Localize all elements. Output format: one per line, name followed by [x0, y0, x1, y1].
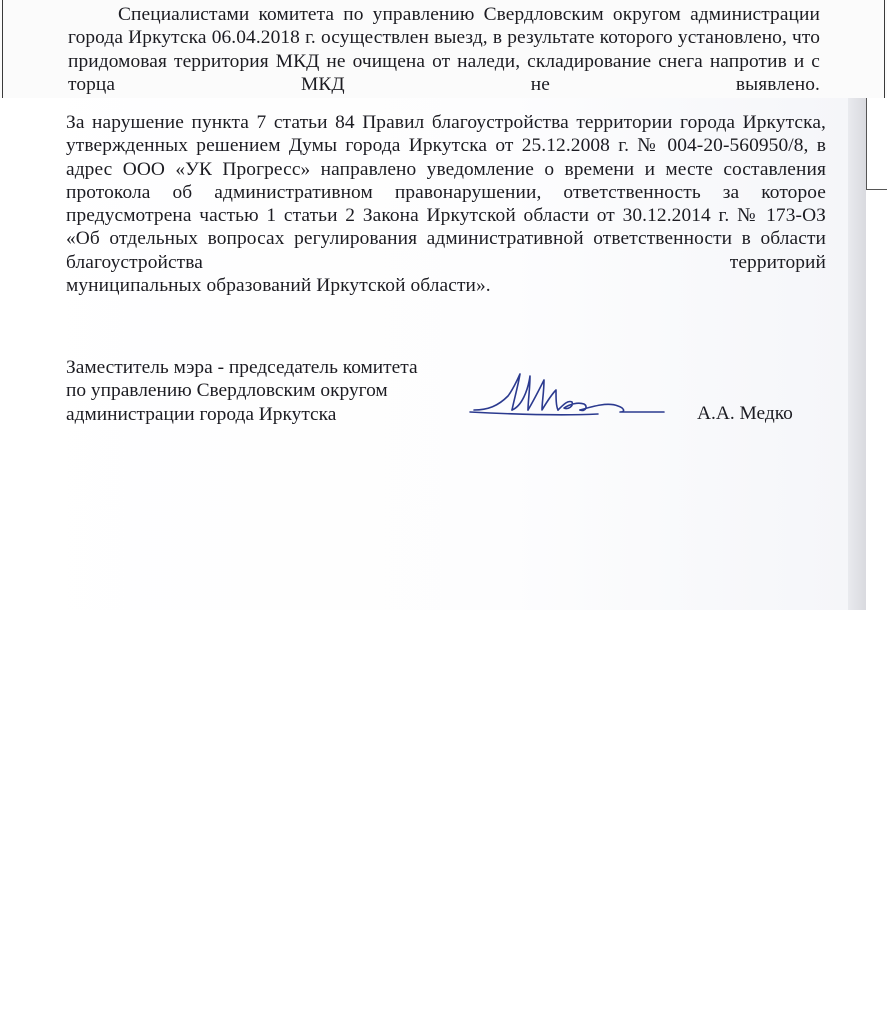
previous-page-fragment — [0, 0, 887, 98]
signature-stroke — [512, 376, 530, 410]
intro-paragraph: Специалистами комитета по управлению Свердловским округом администрации города Иркутска 06.04.2018 г. осуществлен выезд, в результате которого установлено, что придомовая территория МКД не очищена от наледи, складирование снега напротив и с торца МКД не выявлено. — [68, 4, 820, 95]
scan-shadow-strip — [848, 98, 866, 610]
signer-position-line: Заместитель мэра - председатель комитета — [66, 357, 418, 378]
main-paragraph — [66, 111, 826, 297]
scan-corner-mark — [866, 98, 887, 190]
signer-position-line: по управлению Свердловским округом — [66, 380, 388, 402]
signer-position-line: администрации города Иркутска — [66, 403, 337, 425]
signature-stroke — [580, 404, 664, 412]
signature-stroke — [470, 412, 598, 415]
handwritten-signature — [468, 366, 673, 421]
main-paragraph-last-line: муниципальных образований Иркутской области». — [66, 275, 491, 297]
signer-position — [66, 356, 418, 426]
signer-name: А.А. Медко — [697, 403, 793, 424]
scan-edge-right — [884, 0, 885, 98]
scan-edge-left — [2, 0, 3, 98]
signature-stroke — [528, 380, 558, 410]
main-paragraph-body: За нарушение пункта 7 статьи 84 Правил благоустройства территории города Иркутска, утвержденных решением Думы города Иркутска от 25.12.2008 г. № 004-20-560950/8, в адрес ООО «УК Прогресс» направлено уведомление о времени и месте составления протокола об административном правонарушении, ответственность за которое предусмотрена частью 1 статьи 2 Закона Иркутской области от 30.12.2014 г. № 173-ОЗ «Об отдельных вопросах регулирования административной ответственности в области благоустройства территорий — [66, 112, 826, 273]
signature-stroke — [474, 374, 520, 410]
